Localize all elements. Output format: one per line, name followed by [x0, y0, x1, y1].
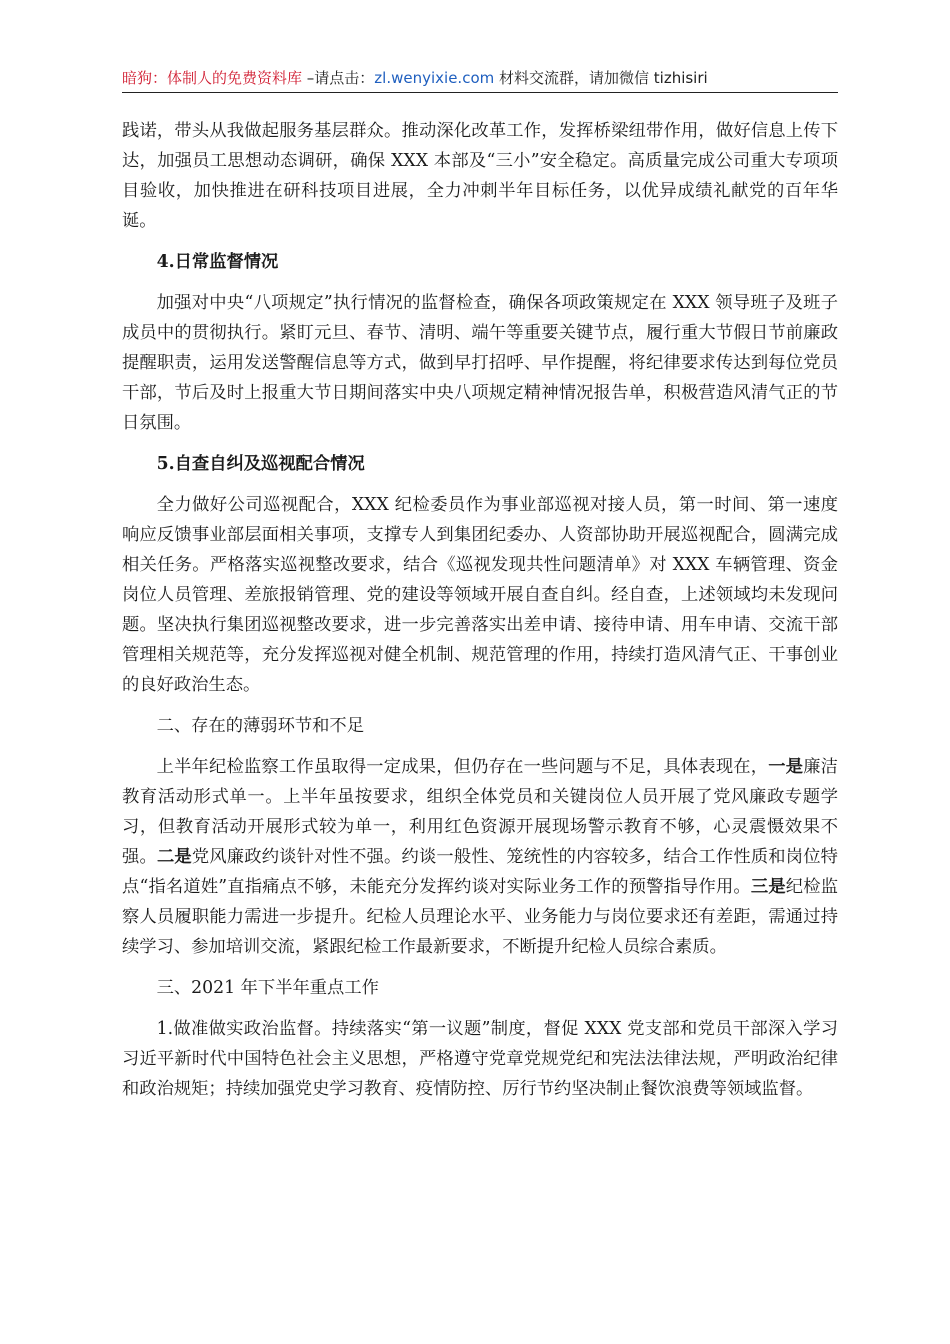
document-body — [122, 116, 838, 1104]
page-header — [122, 68, 838, 93]
weakness-third: 纪检监察人员履职能力需进一步提升。纪检人员理论水平、业务能力与岗位要求还有差距，需通过持续学习、参加培训交流，紧跟纪检工作最新要求，不断提升纪检人员综合素质。 — [122, 877, 838, 957]
paragraph-daily-supervision: 加强对中央“八项规定”执行情况的监督检查，确保各项政策规定在 XXX 领导班子及班子成员中的贯彻执行。紧盯元旦、春节、清明、端午等重要关键节点，履行重大节假日节前廉政提醒职责，运用发送警醒信息等方式，做到早打招呼、早作提醒，将纪律要求传达到每位党员干部，节后及时上报重大节日期间落实中央八项规定精神情况报告单，积极营造风清气正的节日氛围。 — [122, 293, 838, 433]
header-wechat: 材料交流群，请加微信 tizhisiri — [494, 69, 708, 87]
header-prompt: –请点击： — [302, 69, 375, 87]
paragraph-self-inspection: 全力做好公司巡视配合，XXX 纪检委员作为事业部巡视对接人员，第一时间、第一速度响应反馈事业部层面相关事项，支撑专人到集团纪委办、人资部协助开展巡视配合，圆满完成相关任务。严格落实巡视整改要求，结合《巡视发现共性问题清单》对 XXX 车辆管理、资金岗位人员管理、差旅报销管理、党的建设等领域开展自查自纠。经自查，上述领域均未发现问题。坚决执行集团巡视整改要求，进一步完善落实出差申请、接待申请、用车申请、交流干部管理相关规范等，充分发挥巡视对健全机制、规范管理的作用，持续打造风清气正、干事创业的良好政治生态。 — [122, 495, 838, 695]
section-heading-next-half: 三、2021 年下半年重点工作 — [156, 978, 379, 998]
heading-self-inspection: 5.自查自纠及巡视配合情况 — [156, 454, 365, 474]
paragraph-weaknesses — [122, 752, 838, 962]
paragraph-continuation: 践诺，带头从我做起服务基层群众。推动深化改革工作，发挥桥梁纽带作用，做好信息上传下达，加强员工思想动态调研，确保 XXX 本部及“三小”安全稳定。高质量完成公司重大专项项目验收，加快推进在研科技项目进展，全力冲刺半年目标任务，以优异成绩礼献党的百年华诞。 — [122, 121, 838, 231]
weakness-first: 廉洁教育活动形式单一。上半年虽按要求，组织全体党员和关键岗位人员开展了党风廉政专题学习，但教育活动开展形式较为单一，利用红色资源开展现场警示教育不够，心灵震慑效果不强。 — [122, 757, 838, 867]
keyword-first: 一是 — [768, 757, 804, 777]
weakness-second: 党风廉政约谈针对性不强。约谈一般性、笼统性的内容较多，结合工作性质和岗位特点“指名道姓”直指痛点不够，未能充分发挥约谈对实际业务工作的预警指导作用。 — [122, 847, 838, 897]
header-url-link[interactable]: zl.wenyixie.com — [374, 69, 495, 87]
keyword-second: 二是 — [156, 847, 192, 867]
heading-daily-supervision: 4.日常监督情况 — [156, 252, 279, 272]
keyword-third: 三是 — [750, 877, 786, 897]
section-heading-weaknesses: 二、存在的薄弱环节和不足 — [156, 716, 364, 736]
weakness-intro: 上半年纪检监察工作虽取得一定成果，但仍存在一些问题与不足，具体表现在， — [156, 757, 769, 777]
header-brand: 暗狗：体制人的免费资料库 — [122, 69, 303, 87]
paragraph-political-supervision: 1.做准做实政治监督。持续落实“第一议题”制度，督促 XXX 党支部和党员干部深入学习习近平新时代中国特色社会主义思想，严格遵守党章党规党纪和宪法法律法规，严明政治纪律和政治规矩；持续加强党史学习教育、疫情防控、厉行节约坚决制止餐饮浪费等领域监督。 — [122, 1019, 838, 1099]
